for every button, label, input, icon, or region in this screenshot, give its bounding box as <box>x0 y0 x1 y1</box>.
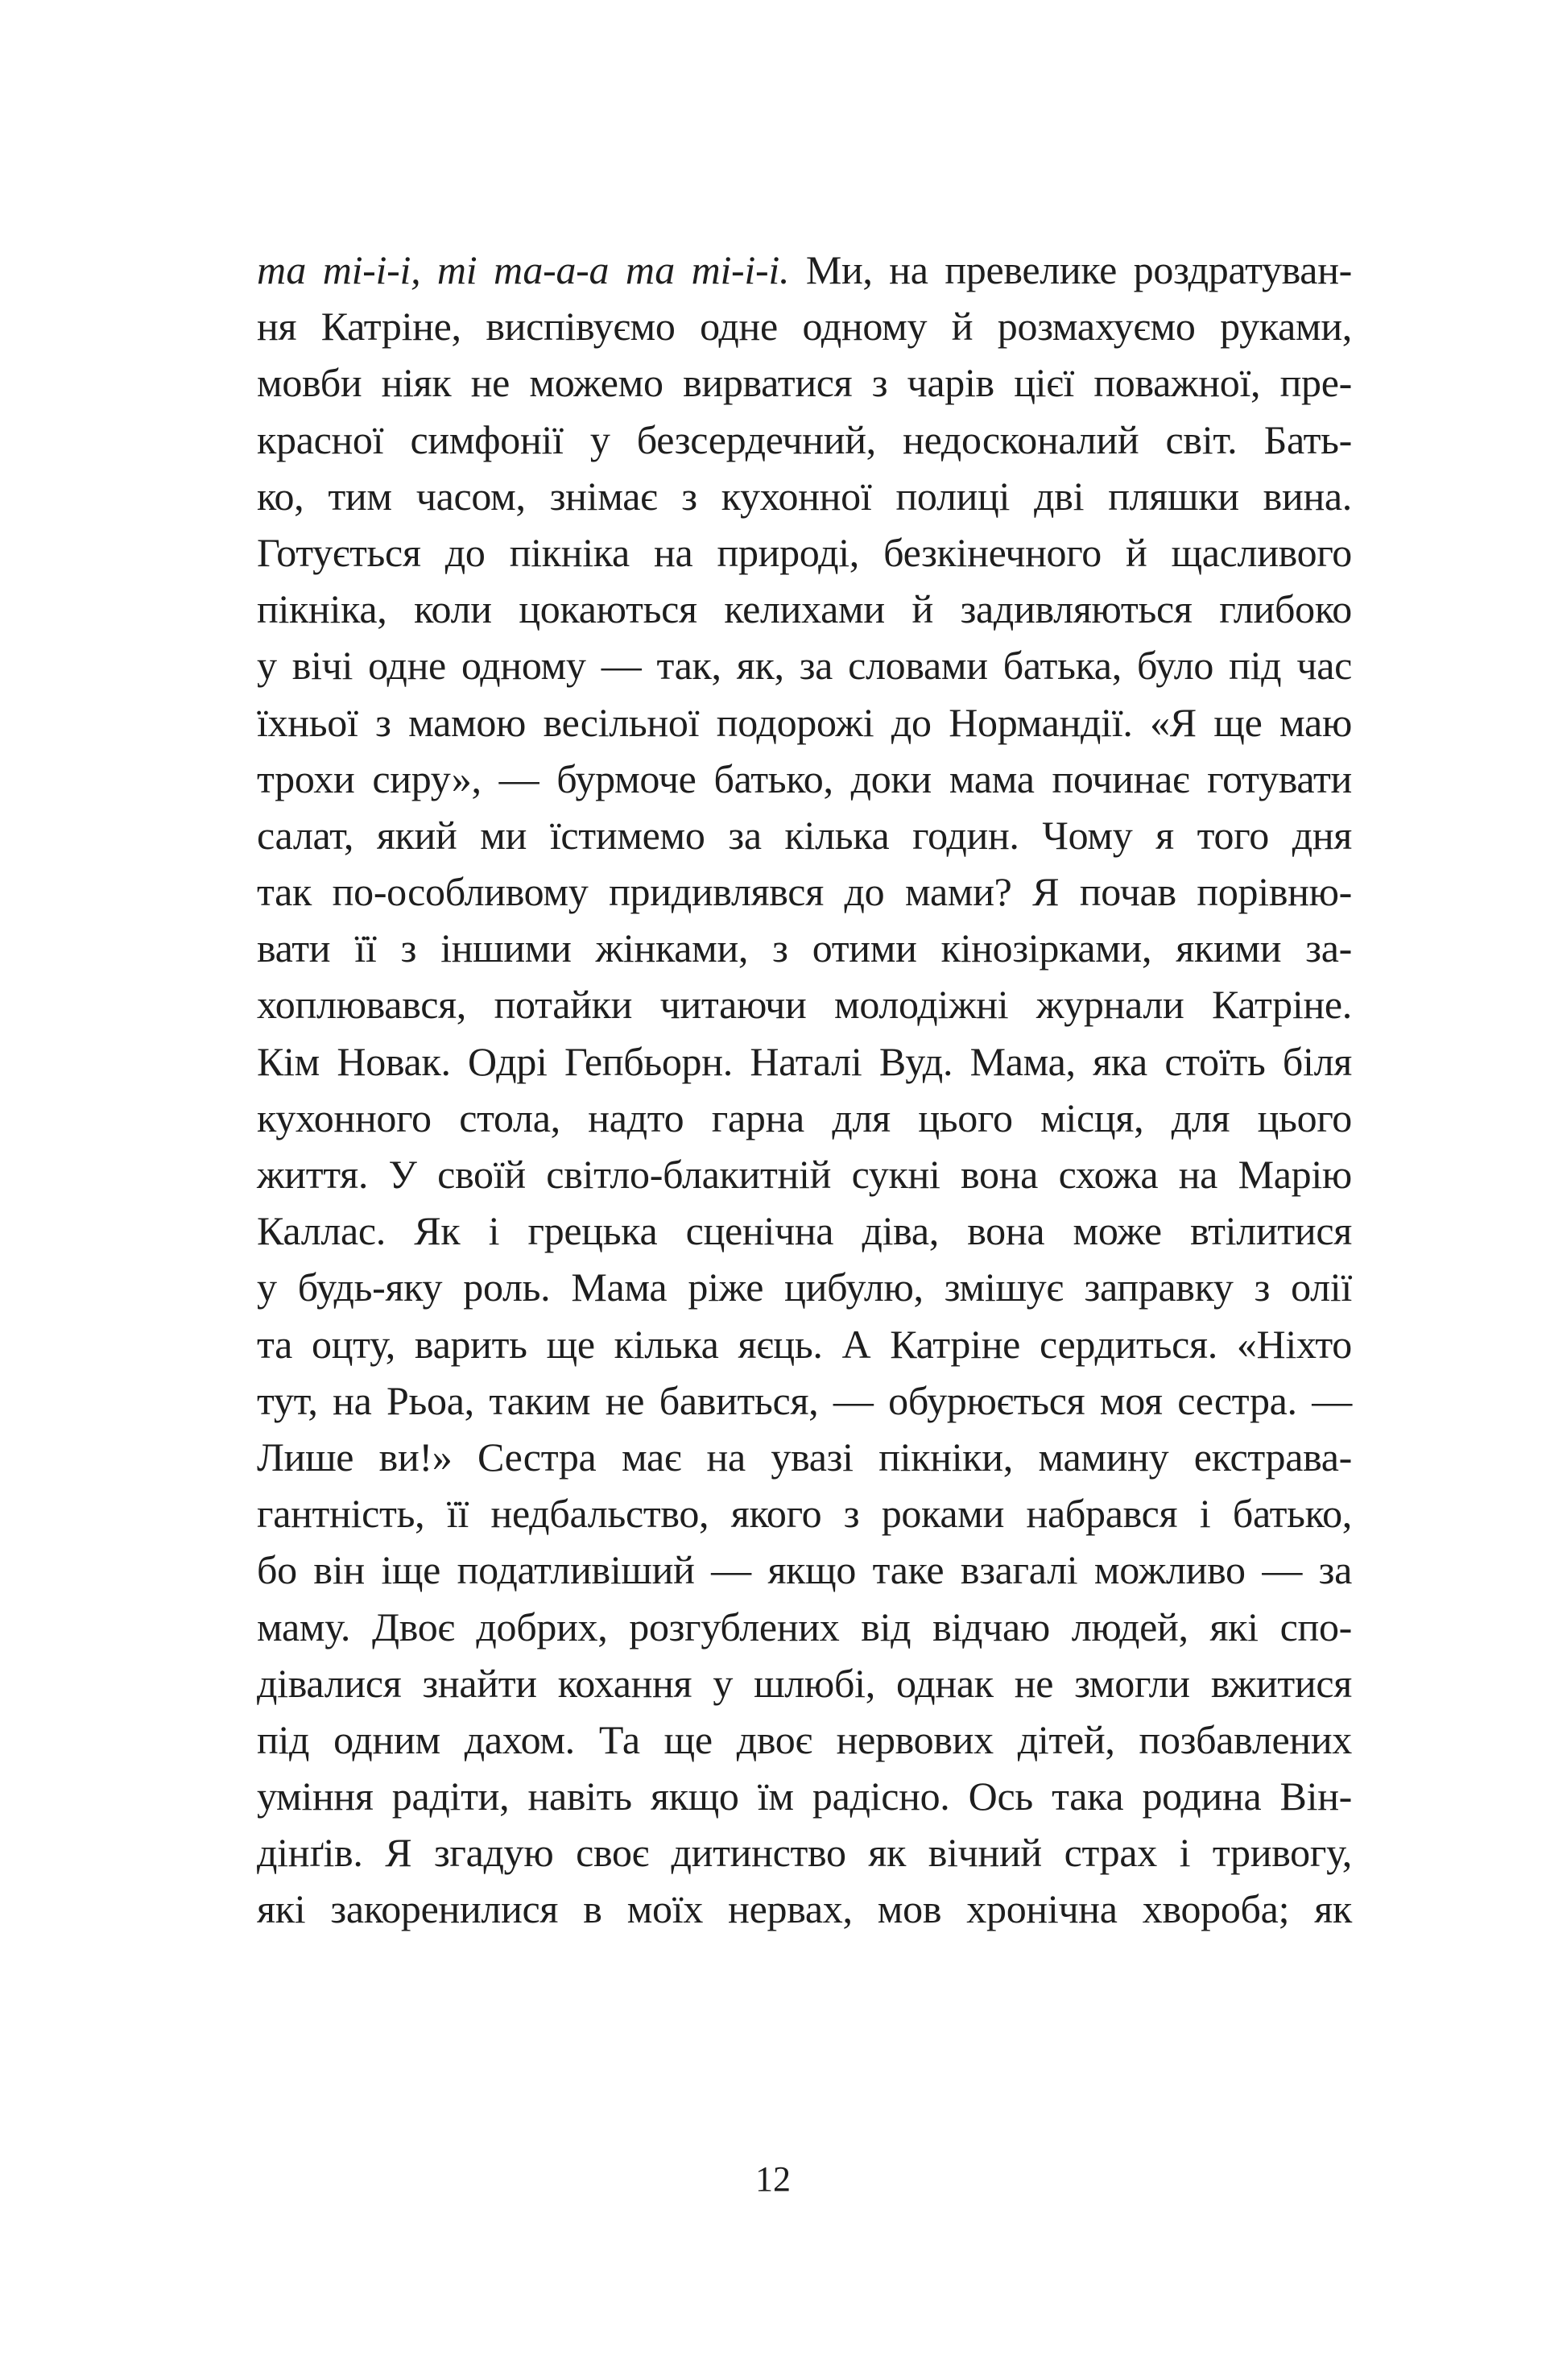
text-line: які закоренилися в моїх нервах, мов хронічна хвороба; як <box>257 1886 1352 1932</box>
text-line: ня Катріне, виспівуємо одне одному й розмахуємо руками, <box>257 304 1352 350</box>
text-line: під одним дахом. Та ще двоє нервових дітей, позбавлених <box>257 1716 1352 1762</box>
text-line: та оцту, варить ще кілька яєць. А Катріне сердиться. «Ніхто <box>257 1321 1352 1367</box>
text-line: дінґів. Я згадую своє дитинство як вічний страх і тривогу, <box>257 1830 1352 1876</box>
text-line: тут, на Рьоа, таким не бавиться, — обурюється моя сестра. — <box>257 1377 1352 1423</box>
text-line: пікніка, коли цокаються келихами й задивляються глибоко <box>257 586 1352 632</box>
text-line: уміння радіти, навіть якщо їм радісно. Ось така родина Він- <box>257 1774 1352 1819</box>
text-line: красної симфонії у безсердечний, недосконалий світ. Бать- <box>257 416 1352 462</box>
text-line: Готується до пікніка на природі, безкінечного й щасливого <box>257 529 1352 575</box>
text-line: їхньої з мамою весільної подорожі до Нормандії. «Я ще маю <box>257 699 1352 745</box>
text-line: бо він іще податливіший — якщо таке взагалі можливо — за <box>257 1547 1352 1593</box>
text-line: гантність, її недбальство, якого з роками набрався і батько, <box>257 1491 1352 1537</box>
text-line: кухонного стола, надто гарна для цього місця, для цього <box>257 1095 1352 1140</box>
text-line-rest: Ми, на превелике роздратуван- <box>789 247 1353 292</box>
text-line: ко, тим часом, знімає з кухонної полиці дві пляшки вина. <box>257 473 1352 519</box>
text-line: маму. Двоє добрих, розгублених від відчаю людей, які спо- <box>257 1604 1352 1649</box>
text-line: Каллас. Як і грецька сценічна діва, вона може втілитися <box>257 1208 1352 1254</box>
text-line: життя. У своїй світло-блакитній сукні вона схожа на Марію <box>257 1152 1352 1197</box>
italic-lyrics: та ті-і-і, ті та-а-а та ті-і-і. <box>257 247 790 292</box>
text-line <box>257 242 1352 298</box>
page-number: 12 <box>755 2159 791 2199</box>
text-line: Лише ви!» Сестра має на увазі пікніки, мамину екстрава- <box>257 1434 1352 1480</box>
text-line: трохи сиру», — бурмоче батько, доки мама починає готувати <box>257 755 1352 801</box>
body-text <box>257 242 1352 1938</box>
text-line: хоплювався, потайки читаючи молодіжні журнали Катріне. <box>257 982 1352 1028</box>
text-line: дівалися знайти кохання у шлюбі, однак не змогли вжитися <box>257 1660 1352 1706</box>
text-line: у вічі одне одному — так, як, за словами батька, було під час <box>257 643 1352 689</box>
text-line: так по-особливому придивлявся до мами? Я почав порівню- <box>257 869 1352 915</box>
text-line: Кім Новак. Одрі Гепбьорн. Наталі Вуд. Мама, яка стоїть біля <box>257 1038 1352 1084</box>
text-line: у будь-яку роль. Мама ріже цибулю, змішує заправку з олії <box>257 1265 1352 1310</box>
text-line: вати її з іншими жінками, з отими кінозірками, якими за- <box>257 925 1352 971</box>
text-line: салат, який ми їстимемо за кілька годин. Чому я того дня <box>257 812 1352 858</box>
text-line: мовби ніяк не можемо вирватися з чарів цієї поважної, пре- <box>257 360 1352 406</box>
